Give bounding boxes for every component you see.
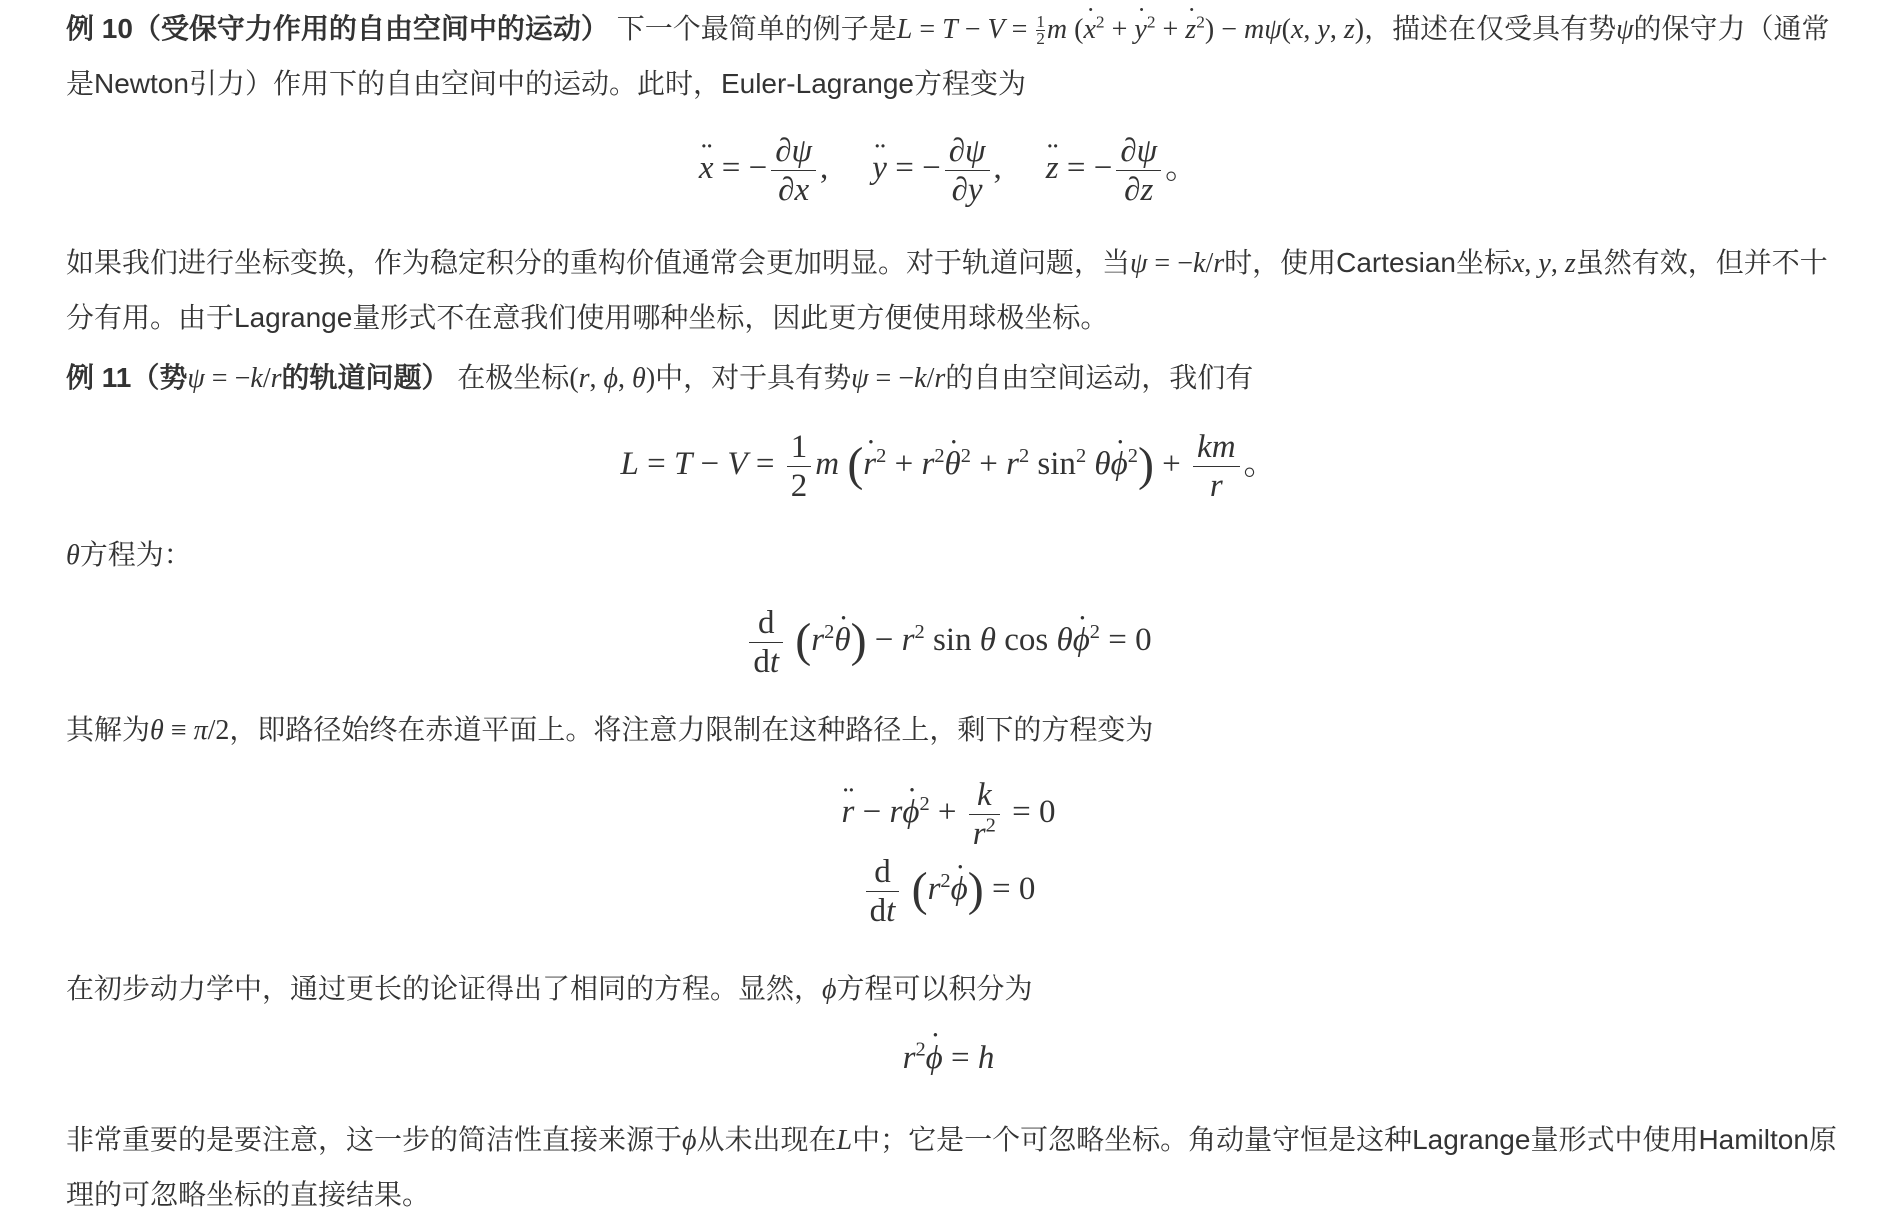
paragraph-2-text-2: 时，使用Cartesian坐标	[1224, 247, 1512, 278]
paragraph-5-text-2: ，即路径始终在赤道平面上。将注意力限制在这种路径上，剩下的方程变为	[229, 714, 1154, 745]
coordinate-transform-paragraph: 如果我们进行坐标变换，作为稳定积分的重构价值通常会更加明显。对于轨道问题，当ψ = −k/r时，使用Cartesian坐标x, y, z虽然有效，但并不十分有用。由于Lagrange量形式不在意我们使用哪种坐标，因此更方便使用球极坐标。	[66, 247, 1828, 333]
example-11-text-1: 在极坐标	[457, 362, 570, 393]
ignorable-coordinate-paragraph: 非常重要的是要注意，这一步的简洁性直接来源于ϕ从未出现在L中；它是一个可忽略坐标。角动量守恒是这种Lagrange量形式中使用Hamilton原理的可忽略坐标的直接结果。	[66, 1124, 1837, 1210]
paragraph-7-text-1: 非常重要的是要注意，这一步的简洁性直接来源于	[66, 1124, 683, 1155]
phi-equation: $\frac{d}{dt}$ ($r^2˙$ ϕ) = 0	[0, 853, 1897, 930]
example-10-text-2: ，描述在仅受具有势	[1364, 13, 1617, 44]
spherical-lagrangian-equation: L = T − V = $\frac{1}{2}$ m (˙ $r^2$ + $r^2˙$ $\theta^2 + r^2$ $\sin^2$ θ˙ $\phi^2$) + $\frac{km}{r}$ 。	[0, 428, 1897, 505]
example-10-paragraph: 例 10（受保守力作用的自由空间中的运动） 下一个最简单的例子是L = T − V = $\frac{1}{2}$ m (˙ $x^2$ + ˙ $y^2$ + ˙ $z^2) - m\psi(x$, y, z)，描述在仅受具有势ψ的保守力（通常是Newton引力）作用下的自由空间中的运动。此时，Euler-Lagrange方程变为	[66, 2, 1841, 111]
paragraph-7-text-3: 中；它是一个可忽略坐标。角动量守恒是这种Lagrange量形式中使用Hamilton原理的可忽略坐标的直接结果。	[66, 1124, 1837, 1210]
equatorial-plane-paragraph: 其解为θ ≡ π/2，即路径始终在赤道平面上。将注意力限制在这种路径上，剩下的方程变为	[66, 714, 1154, 746]
lagrangian-inline-math: L	[896, 14, 913, 45]
theta-equation: $\frac{d}{dt}$ ($r^2˙$ $\theta) - r^2$ sin θ cos θ˙ $\phi^2 = 0$	[0, 604, 1897, 681]
paragraph-2-text-3: 虽然有效，但并不十分有用。由于Lagrange量形式不在意我们使用哪种坐标，因此更方便使用球极坐标。	[66, 247, 1828, 333]
paragraph-6-text-2: 方程可以积分为	[836, 973, 1033, 1004]
example-11-text-2: 中，对于具有势	[655, 362, 852, 393]
example-11-paragraph: 例 11（势ψ = −k/r的轨道问题） 在极坐标(r, ϕ, θ)中，对于具有势ψ = −k/r的自由空间运动，我们有	[66, 362, 1254, 394]
example-11-text-3: 的自由空间运动，我们有	[945, 362, 1254, 393]
example-10-label: 例 10（受保守力作用的自由空间中的运动）	[66, 13, 609, 44]
paragraph-7-text-2: 从未出现在	[696, 1124, 837, 1155]
example-10-text-3: 的保守力（通常是Newton引力）作用下的自由空间中的运动。此时，Euler-Lagrange方程变为	[66, 13, 1830, 99]
paragraph-5-text-1: 其解为	[66, 714, 151, 745]
example-10-text-1: 下一个最简单的例子是	[616, 13, 897, 44]
paragraph-2-text-1: 如果我们进行坐标变换，作为稳定积分的重构价值通常会更加明显。对于轨道问题，当	[66, 247, 1131, 278]
euler-lagrange-equations: ¨ x = − $\frac{\partial\psi}{\partial x}$ ,¨ y = − $\frac{\partial\psi}{\partial y}$ ,¨ z = − $\frac{\partial\psi}{\partial z}$ 。	[0, 132, 1897, 209]
radial-equation: ¨ r − r˙ $\phi^2$ + $\frac{k}{r^2}$ = 0	[0, 776, 1897, 853]
theta-equation-intro: θ方程为：	[66, 539, 192, 571]
example-11-label: 例 11（势ψ = −k/r的轨道问题）	[66, 362, 450, 394]
angular-momentum-equation: $r^2˙$ ϕ = h	[0, 1040, 1897, 1077]
paragraph-6-text-1: 在初步动力学中，通过更长的论证得出了相同的方程。显然，	[66, 973, 823, 1004]
integration-paragraph: 在初步动力学中，通过更长的论证得出了相同的方程。显然，ϕ方程可以积分为	[66, 973, 1033, 1005]
paragraph-4-text: 方程为：	[79, 539, 192, 570]
